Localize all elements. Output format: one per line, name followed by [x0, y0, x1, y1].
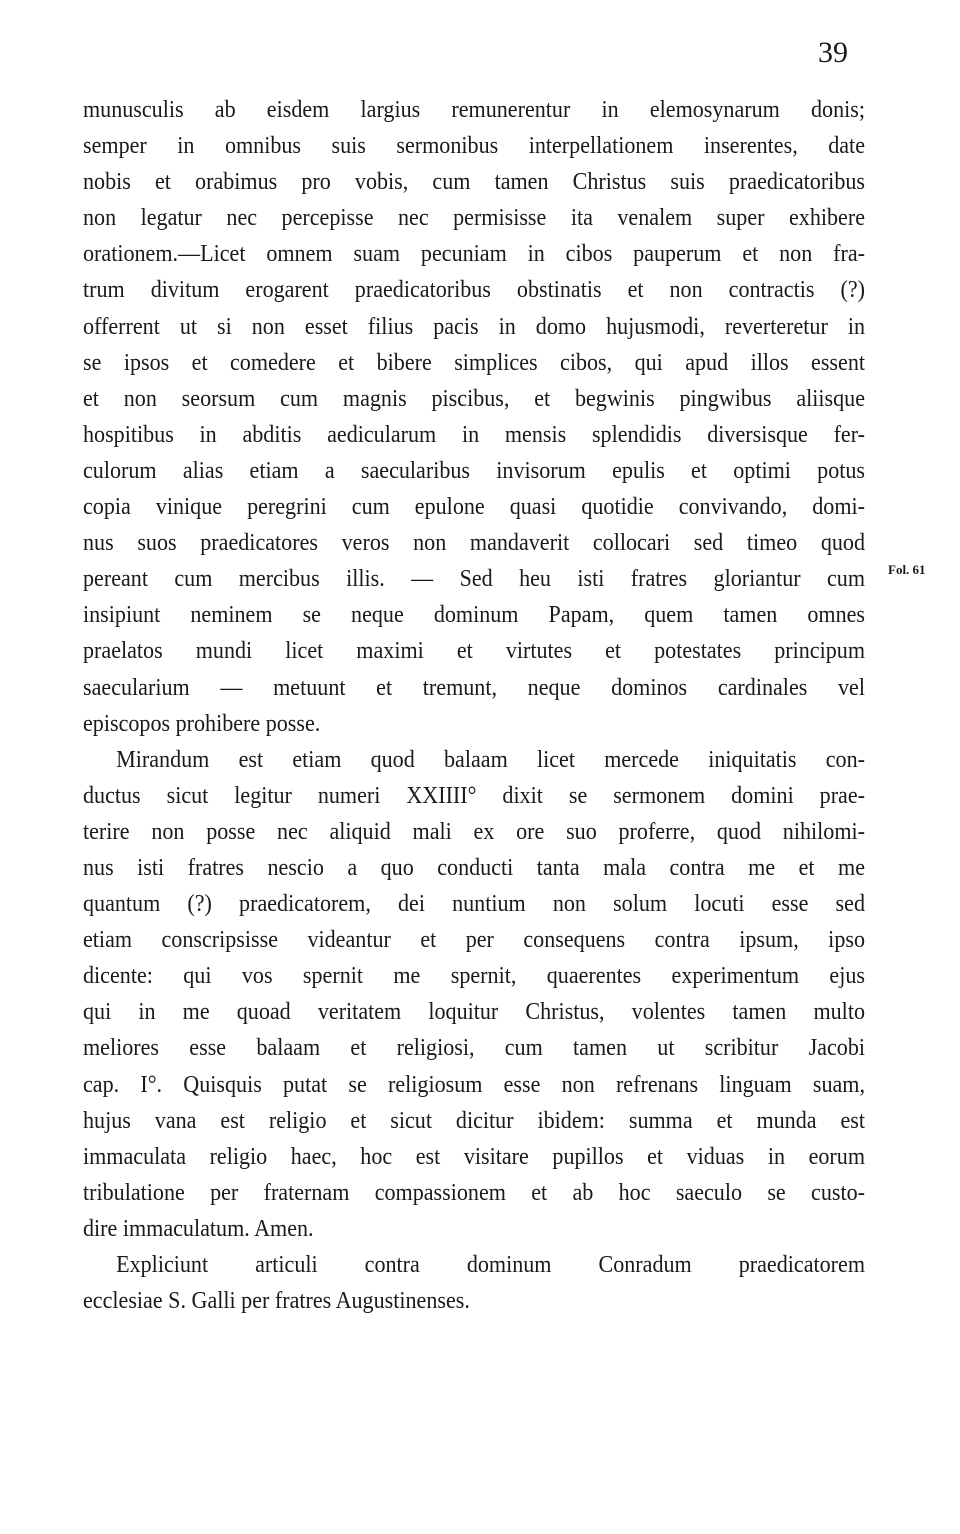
text-line: nobis et orabimus pro vobis, cum tamen Christus suis praedicatoribus: [83, 169, 865, 196]
text-line: nus isti fratres nescio a quo conducti tanta mala contra me et me: [83, 854, 865, 881]
text-line: tribulatione per fraternam compassionem et ab hoc saeculo se custo-: [83, 1179, 865, 1206]
text-line: dicente: qui vos spernit me spernit, quaerentes experimentum ejus: [83, 963, 865, 990]
text-line: insipiunt neminem se neque dominum Papam, quem tamen omnes: [83, 602, 865, 629]
text-line: culorum alias etiam a saecularibus invisorum epulis et optimi potus: [83, 457, 865, 484]
text-line: et non seorsum cum magnis piscibus, et begwinis pingwibus aliisque: [83, 385, 865, 412]
page-number: 39: [818, 36, 848, 69]
text-line: terire non posse nec aliquid mali ex ore suo proferre, quod nihilomi-: [83, 818, 865, 845]
text-line: immaculata religio haec, hoc est visitare pupillos et viduas in eorum: [83, 1143, 865, 1170]
text-line: nus suos praedicatores veros non mandaverit collocari sed timeo quod: [83, 530, 865, 557]
text-line: cap. I°. Quisquis putat se religiosum esse non refrenans linguam suam,: [83, 1071, 865, 1098]
text-line: quantum (?) praedicatorem, dei nuntium non solum locuti esse sed: [83, 891, 865, 918]
text-line: trum divitum erogarent praedicatoribus obstinatis et non contractis (?): [83, 277, 865, 304]
text-line: se ipsos et comedere et bibere simplices cibos, qui apud illos essent: [83, 349, 865, 376]
text-line: hospitibus in abditis aedicularum in mensis splendidis diversisque fer-: [83, 421, 865, 448]
text-line: hujus vana est religio et sicut dicitur ibidem: summa et munda est: [83, 1107, 865, 1134]
text-line: ecclesiae S. Galli per fratres Augustinenses.: [83, 1288, 470, 1315]
text-line: dire immaculatum. Amen.: [83, 1215, 314, 1242]
text-line: qui in me quoad veritatem loquitur Christus, volentes tamen multo: [83, 999, 865, 1026]
paragraph-start-line: Mirandum est etiam quod balaam licet mercede iniquitatis con-: [116, 746, 865, 773]
text-line: orationem.—Licet omnem suam pecuniam in cibos pauperum et non fra-: [83, 241, 865, 268]
text-line: non legatur nec percepisse nec permisisse ita venalem super exhibere: [83, 205, 865, 232]
text-line: episcopos prohibere posse.: [83, 710, 321, 737]
text-line: munusculis ab eisdem largius remunerentur in elemosynarum donis;: [83, 97, 865, 123]
text-line: pereant cum mercibus illis. — Sed heu isti fratres gloriantur cum: [83, 566, 865, 593]
text-line: praelatos mundi licet maximi et virtutes et potestates principum: [83, 638, 865, 665]
text-line: offerrent ut si non esset filius pacis in domo hujusmodi, reverteretur in: [83, 313, 865, 340]
text-line: semper in omnibus suis sermonibus interpellationem inserentes, date: [83, 133, 865, 160]
body-text: [83, 92, 865, 1319]
text-line: ductus sicut legitur numeri XXIIII° dixit se sermonem domini prae-: [83, 782, 865, 809]
text-line: copia vinique peregrini cum epulone quasi quotidie convivando, domi-: [83, 494, 865, 521]
text-line: saecularium — metuunt et tremunt, neque dominos cardinales vel: [83, 674, 865, 701]
paragraph-start-line: Expliciunt articuli contra dominum Conradum praedicatorem: [116, 1252, 865, 1278]
text-line: meliores esse balaam et religiosi, cum tamen ut scribitur Jacobi: [83, 1035, 865, 1062]
text-line: etiam conscripsisse videantur et per consequens contra ipsum, ipso: [83, 927, 865, 954]
folio-margin-note: Fol. 61: [888, 562, 926, 577]
